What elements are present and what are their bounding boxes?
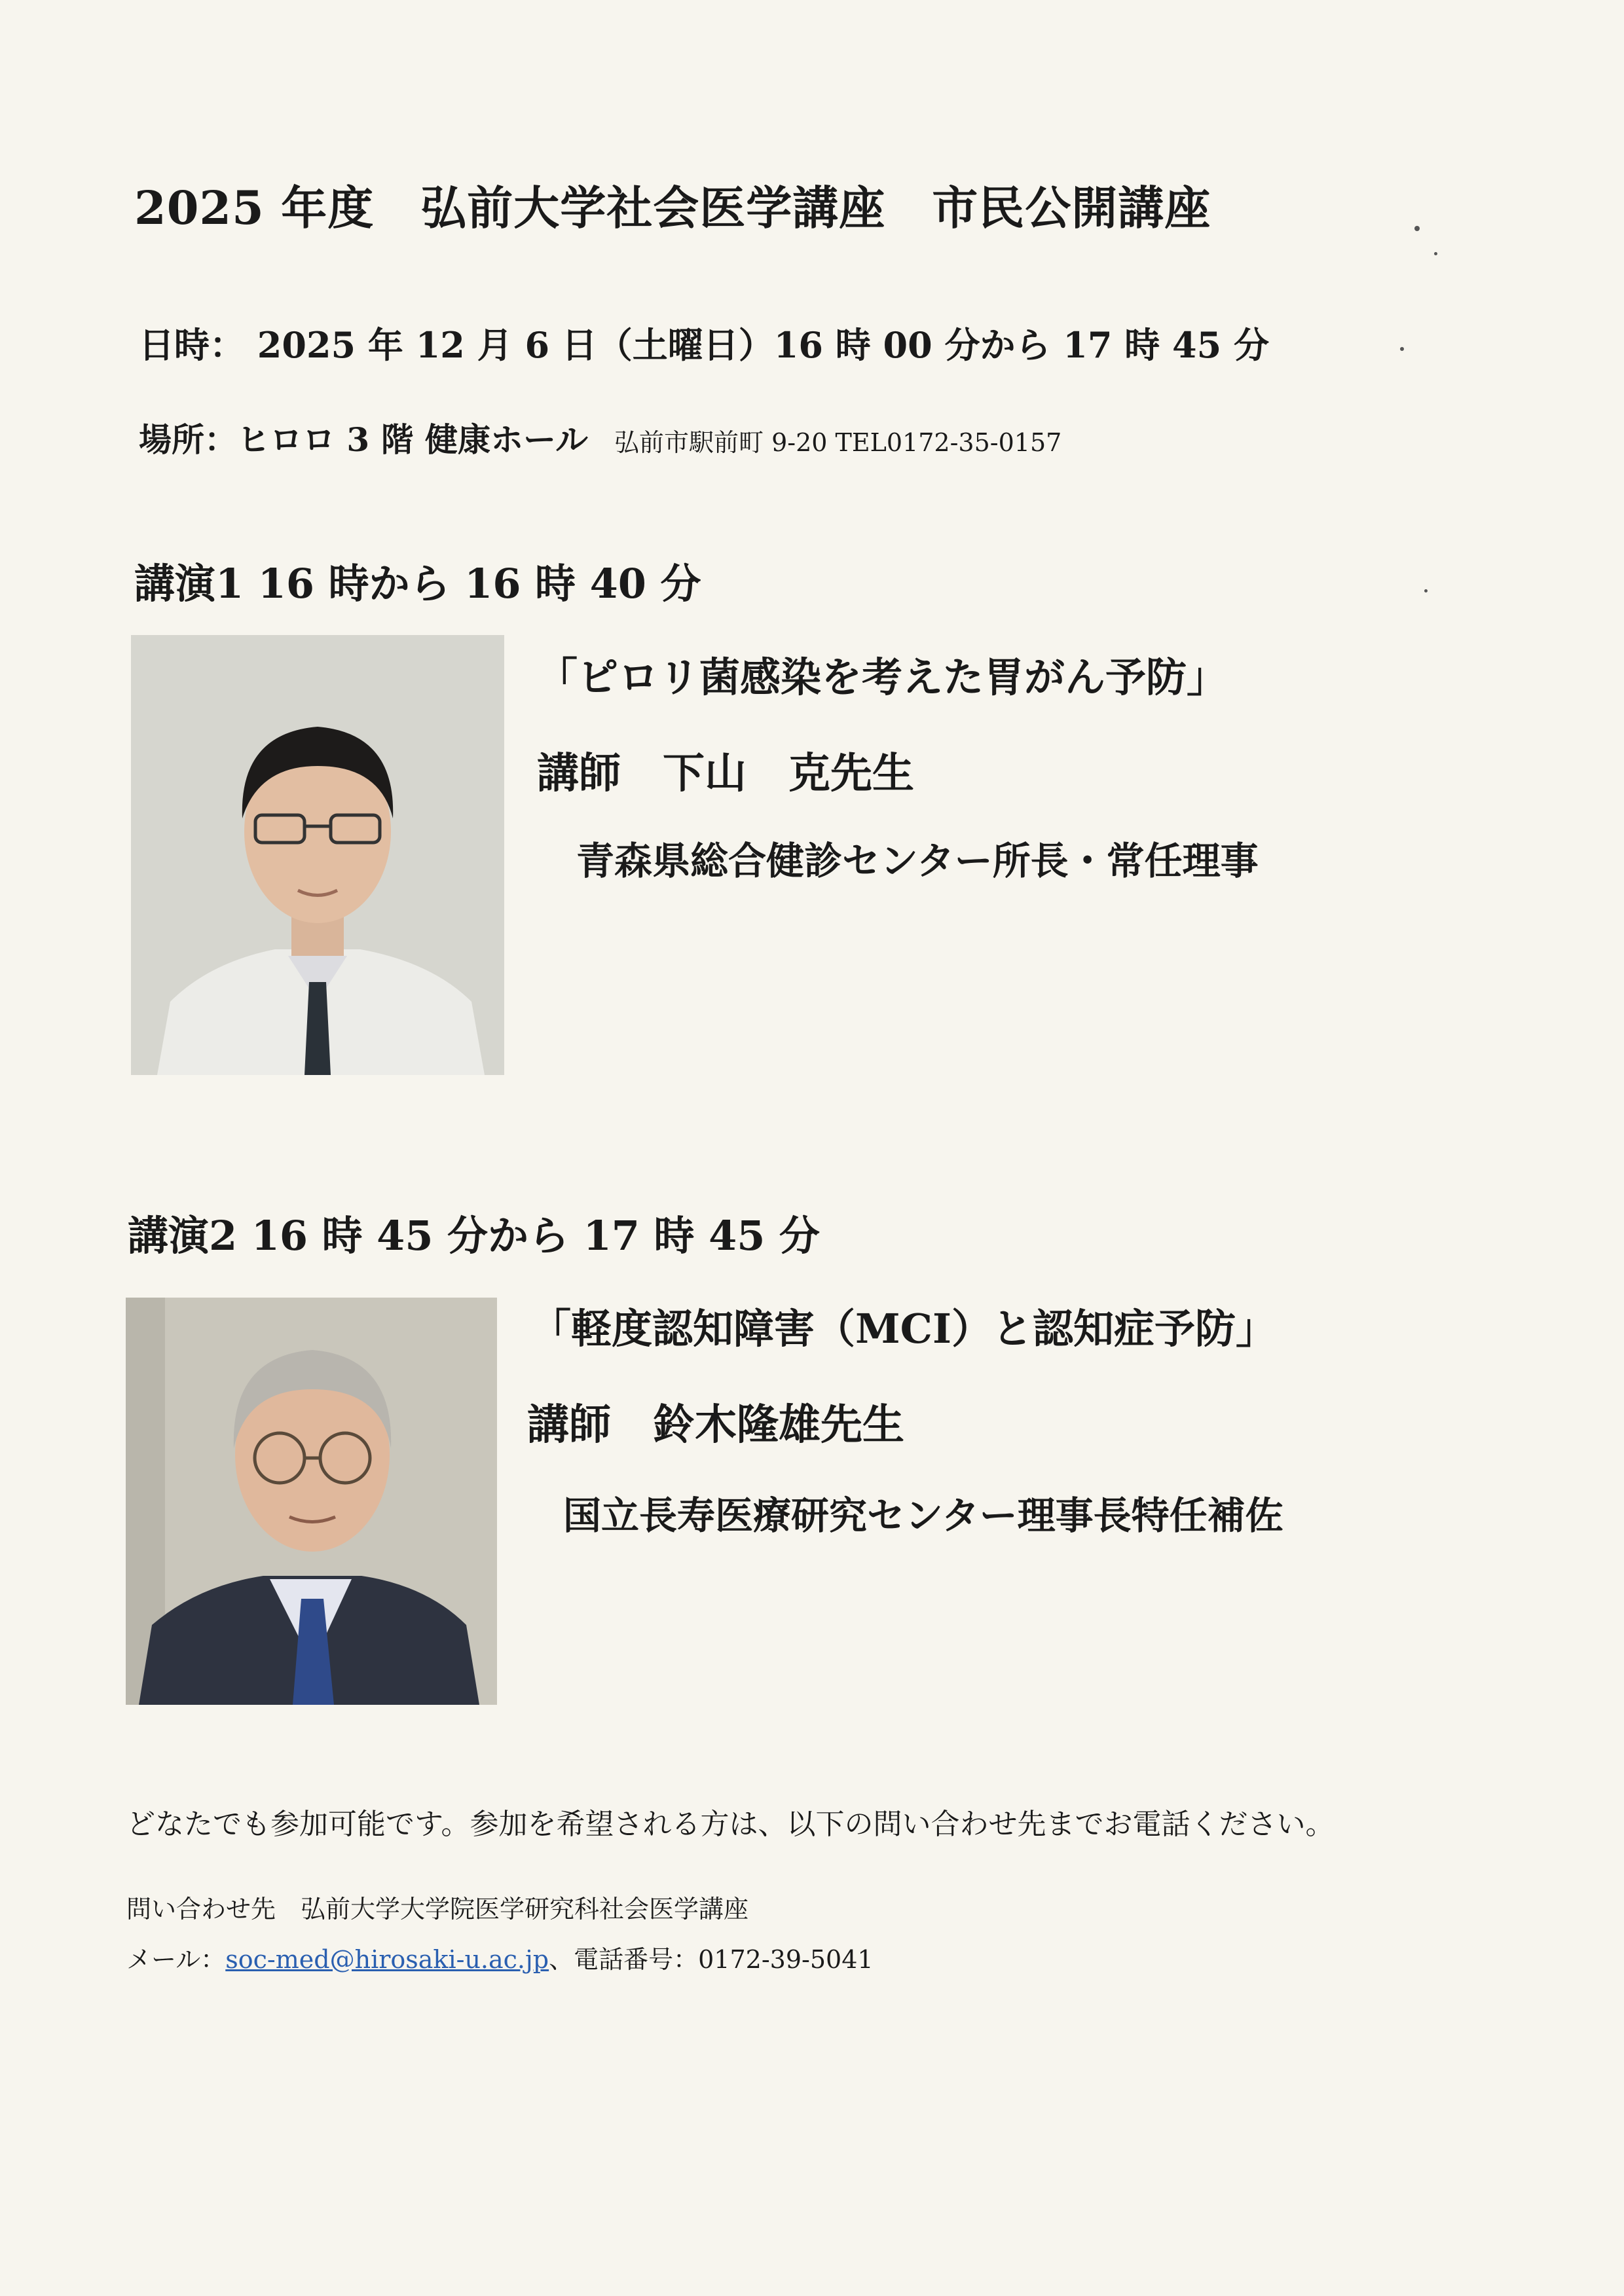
contact-line: 問い合わせ先 弘前大学大学院医学研究科社会医学講座 — [126, 1895, 749, 1923]
lecture-2-heading: 講演2 16 時 45 分から 17 時 45 分 — [128, 1212, 820, 1260]
participation-notice: どなたでも参加可能です。参加を希望される方は、以下の問い合わせ先までお電話ください。 — [126, 1808, 1335, 1841]
contact-details — [126, 1939, 874, 1975]
lecture-1-affiliation: 青森県総合健診センター所長・常任理事 — [576, 839, 1259, 883]
lecture-1-title: 「ピロリ菌感染を考えた胃がん予防」 — [537, 653, 1228, 701]
lecture-2-affiliation: 国立長寿医療研究センター理事長特任補佐 — [563, 1493, 1283, 1538]
mail-label: メール： — [126, 1945, 226, 1974]
scan-speck — [1424, 589, 1428, 592]
phone-number: 、電話番号：0172-39-5041 — [549, 1945, 874, 1974]
scan-speck — [1434, 252, 1437, 255]
email-link[interactable]: soc-med@hirosaki-u.ac.jp — [225, 1945, 549, 1974]
lecture-2-speaker: 講師 鈴木隆雄先生 — [527, 1400, 904, 1449]
speaker-2-photo — [126, 1298, 497, 1705]
page-title: 2025 年度 弘前大学社会医学講座 市民公開講座 — [134, 181, 1211, 235]
scan-speck — [1400, 347, 1404, 351]
event-venue — [139, 414, 1061, 461]
venue-name: 場所：ヒロロ 3 階 健康ホール — [139, 420, 589, 459]
event-datetime: 日時： 2025 年 12 月 6 日（土曜日）16 時 00 分から 17 時 45 分 — [139, 324, 1269, 366]
lecture-2-title: 「軽度認知障害（MCI）と認知症予防」 — [530, 1305, 1276, 1353]
venue-address: 弘前市駅前町 9-20 TEL0172-35-0157 — [614, 428, 1062, 457]
lecture-1-heading: 講演1 16 時から 16 時 40 分 — [134, 560, 701, 608]
speaker-1-photo — [131, 635, 504, 1075]
lecture-1-speaker: 講師 下山 克先生 — [537, 749, 914, 798]
scan-speck — [1414, 226, 1420, 231]
